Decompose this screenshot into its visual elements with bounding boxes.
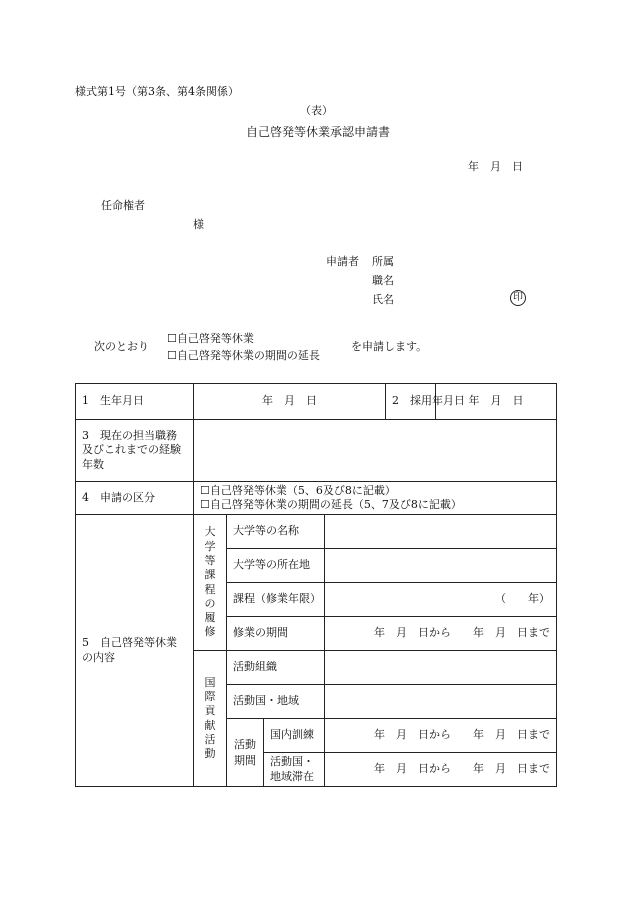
form-side-label: （表） bbox=[300, 104, 333, 117]
domestic-training-period-value: 年 月 日から 年 月 日まで bbox=[374, 728, 550, 742]
request-tail: を申請します。 bbox=[351, 340, 428, 353]
course-label: 課程（修業年限） bbox=[227, 583, 325, 617]
university-location-label: 大学等の所在地 bbox=[227, 549, 325, 583]
addressee-label: 任命権者 bbox=[101, 199, 145, 212]
row-current-duties bbox=[76, 420, 557, 482]
applicant-name-label: 氏名 bbox=[372, 293, 394, 306]
study-period-value: 年 月 日から 年 月 日まで bbox=[374, 626, 550, 640]
country-stay-label: 活動国・ 地域滞在 bbox=[264, 753, 325, 787]
seal-mark: 印 bbox=[510, 290, 526, 306]
row-dates bbox=[76, 384, 557, 420]
activity-country-field[interactable] bbox=[325, 685, 557, 719]
application-date: 年 月 日 bbox=[468, 160, 523, 173]
application-type-options bbox=[194, 482, 557, 515]
row-application-type bbox=[76, 482, 557, 515]
leave-content-label: 5 自己啓発等休業の内容 bbox=[76, 515, 194, 787]
activity-organization-field[interactable] bbox=[325, 651, 557, 685]
course-years-field[interactable] bbox=[325, 583, 557, 617]
birth-date-label: 1 生年月日 bbox=[76, 384, 194, 420]
university-name-label: 大学等の名称 bbox=[227, 515, 325, 549]
current-duties-field[interactable] bbox=[194, 420, 557, 482]
birth-date-field[interactable] bbox=[194, 384, 386, 420]
applicant-position-label: 職名 bbox=[372, 274, 394, 287]
request-option-leave[interactable]: ☐自己啓発等休業 bbox=[167, 332, 254, 345]
application-type-extension[interactable]: ☐自己啓発等休業の期間の延長（5、7及び8に記載） bbox=[200, 498, 462, 511]
birth-date-value: 年 月 日 bbox=[262, 394, 317, 408]
hire-date-value: 年 月 日 bbox=[468, 394, 524, 408]
country-stay-period-value: 年 月 日から 年 月 日まで bbox=[374, 762, 550, 776]
university-course-group: 大 学 等 課 程 の 履 修 bbox=[194, 515, 227, 651]
domestic-training-label: 国内訓練 bbox=[264, 719, 325, 753]
application-type-label: 4 申請の区分 bbox=[76, 482, 194, 515]
application-type-leave[interactable]: ☐自己啓発等休業（5、6及び8に記載） bbox=[200, 483, 396, 497]
activity-organization-label: 活動組織 bbox=[227, 651, 325, 685]
request-option-extension[interactable]: ☐自己啓発等休業の期間の延長 bbox=[167, 349, 320, 362]
request-lead: 次のとおり bbox=[94, 340, 149, 353]
hire-date-label: 2 採用年月日 bbox=[386, 384, 436, 420]
university-name-field[interactable] bbox=[325, 515, 557, 549]
current-duties-label: 3 現在の担当職務及びこれまでの経験年数 bbox=[76, 420, 194, 482]
row-university-name bbox=[76, 515, 557, 549]
activity-period-label: 活動 期間 bbox=[227, 719, 264, 787]
university-location-field[interactable] bbox=[325, 549, 557, 583]
activity-country-label: 活動国・地域 bbox=[227, 685, 325, 719]
application-table bbox=[75, 383, 557, 787]
study-period-field[interactable] bbox=[325, 617, 557, 651]
addressee-honorific: 様 bbox=[193, 218, 204, 231]
country-stay-period-field[interactable] bbox=[325, 753, 557, 787]
study-period-label: 修業の期間 bbox=[227, 617, 325, 651]
form-number: 様式第1号（第3条、第4条関係） bbox=[75, 85, 239, 98]
applicant-affiliation-label: 所属 bbox=[372, 255, 394, 268]
form-title: 自己啓発等休業承認申請書 bbox=[246, 125, 391, 139]
domestic-training-period-field[interactable] bbox=[325, 719, 557, 753]
course-years-value: （ 年） bbox=[495, 592, 550, 606]
international-contribution-group: 国 際 貢 献 活 動 bbox=[194, 651, 227, 787]
applicant-label: 申請者 bbox=[326, 255, 359, 268]
